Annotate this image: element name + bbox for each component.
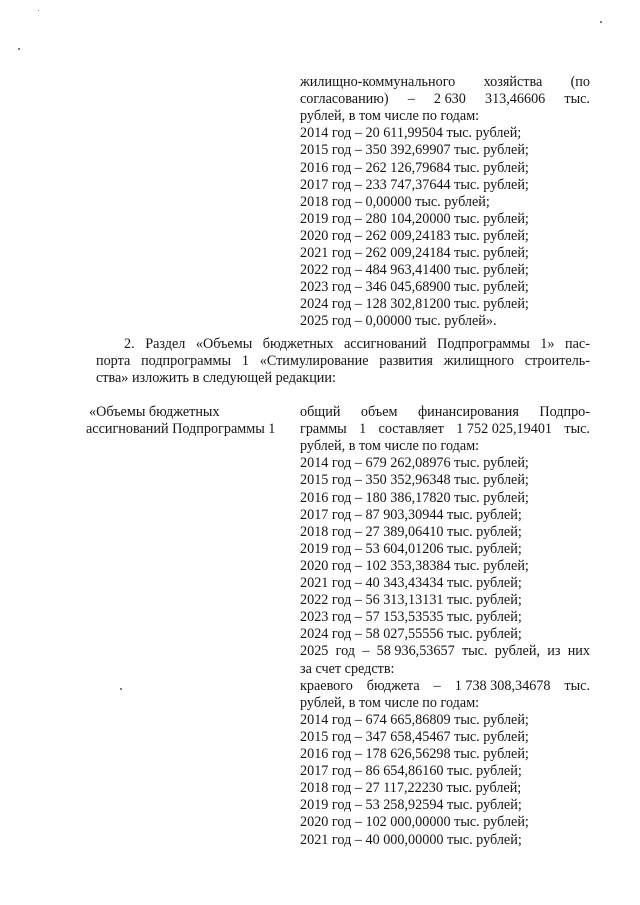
funding-intro-line xyxy=(300,91,590,108)
word: – xyxy=(433,677,441,694)
word: бюджетных xyxy=(262,336,334,352)
word: – xyxy=(407,91,415,108)
year-amount-line: 2021 год – 40 343,43434 тыс. рублей; xyxy=(300,575,522,591)
year-amount-line: 2016 год – 178 626,56298 тыс. рублей; xyxy=(300,746,529,762)
scan-speck xyxy=(38,10,39,11)
word: 313,46606 xyxy=(484,91,546,108)
word: 1 752 025,19401 xyxy=(456,421,553,438)
funding-intro-line: рублей, в том числе по годам: xyxy=(300,108,480,125)
table-left-label: «Объемы бюджетных xyxy=(89,404,220,420)
year-amount-line: 2014 год – 679 262,08976 тыс. рублей; xyxy=(300,455,529,472)
word: тыс. xyxy=(564,91,590,108)
regional-budget-line xyxy=(300,678,590,695)
word: 2025 xyxy=(300,643,329,660)
section-paragraph-line: ства» изложить в следующей редакции: xyxy=(96,370,336,387)
year-amount-line: 2020 год – 262 009,24183 тыс. рублей; xyxy=(300,227,529,244)
year-amount-line: 2014 год – 20 611,99504 тыс. рублей; xyxy=(300,125,522,142)
word: финансирования xyxy=(417,404,519,420)
word: Подпро- xyxy=(539,404,590,420)
word: хозяйства xyxy=(483,74,543,90)
word: общий xyxy=(300,404,341,420)
word: бюджета xyxy=(366,677,420,694)
year-amount-line: 2017 год – 87 903,30944 тыс. рублей; xyxy=(300,506,522,523)
word: 1 738 308,34678 xyxy=(454,677,551,694)
year-amount-line: 2023 год – 346 045,68900 тыс. рублей; xyxy=(300,279,529,296)
year-amount-line: 2022 год – 484 963,41400 тыс. рублей; xyxy=(300,262,529,279)
word: объем xyxy=(360,404,398,420)
year-amount-line: 2019 год – 53 604,01206 тыс. рублей; xyxy=(300,540,522,557)
word: Раздел xyxy=(145,336,186,352)
year-amount-line: 2024 год – 128 302,81200 тыс. рублей; xyxy=(300,296,529,313)
word: составляет xyxy=(378,421,444,438)
year-amount-line: 2024 год – 58 027,55556 тыс. рублей; xyxy=(300,626,522,643)
scan-speck xyxy=(600,21,602,23)
year-amount-line: 2015 год – 350 352,96348 тыс. рублей; xyxy=(300,472,529,489)
year-amount-line xyxy=(300,643,590,660)
word: жилищно-коммунального xyxy=(300,74,456,90)
word: ассигнований xyxy=(343,336,427,352)
word: (по xyxy=(570,74,590,90)
word: «Стимулирование xyxy=(259,353,369,370)
scan-speck xyxy=(120,688,122,690)
word: 58 936,53657 xyxy=(376,643,455,660)
year-amount-line: 2021 год – 262 009,24184 тыс. рублей; xyxy=(300,245,529,261)
year-amount-line: 2022 год – 56 313,13131 тыс. рублей; xyxy=(300,592,522,609)
word: 2. xyxy=(124,336,135,352)
year-amount-line: 2017 год – 233 747,37644 тыс. рублей; xyxy=(300,176,529,193)
word: Подпрограммы xyxy=(437,336,530,352)
year-amount-line: 2018 год – 0,00000 тыс. рублей; xyxy=(300,193,490,210)
year-amount-line: 2015 год – 350 392,69907 тыс. рублей; xyxy=(300,142,529,159)
word: тыс. xyxy=(564,677,590,694)
year-amount-line: 2018 год – 27 389,06410 тыс. рублей; xyxy=(300,523,522,540)
funding-intro-line xyxy=(300,74,590,91)
word: 2 630 xyxy=(433,91,466,108)
word: краевого xyxy=(300,677,353,694)
word: тыс. xyxy=(461,643,488,660)
word: согласованию) xyxy=(300,91,389,108)
year-amount-line: 2023 год – 57 153,53535 тыс. рублей; xyxy=(300,609,522,626)
word: пас- xyxy=(565,336,590,352)
year-amount-line: 2020 год – 102 353,38384 тыс. рублей; xyxy=(300,557,529,574)
table-intro-line xyxy=(300,404,590,421)
year-amount-line: 2021 год – 40 000,00000 тыс. рублей; xyxy=(300,831,522,848)
section-paragraph-line xyxy=(96,353,590,370)
year-amount-line: 2020 год – 102 000,00000 тыс. рублей; xyxy=(300,814,529,831)
year-amount-line: 2019 год – 280 104,20000 тыс. рублей; xyxy=(300,210,529,227)
section-paragraph-line xyxy=(124,336,590,353)
word: порта xyxy=(96,353,131,370)
word: 1 xyxy=(359,421,367,438)
sources-label: за счет средств: xyxy=(300,660,395,677)
year-amount-line: 2016 год – 180 386,17820 тыс. рублей; xyxy=(300,489,529,506)
year-amount-line: 2019 год – 53 258,92594 тыс. рублей; xyxy=(300,797,522,814)
word: год xyxy=(335,643,356,660)
year-amount-line: 2018 год – 27 117,22230 тыс. рублей; xyxy=(300,780,522,797)
word: тыс. xyxy=(564,421,590,438)
year-amount-line: 2017 год – 86 654,86160 тыс. рублей; xyxy=(300,763,522,780)
word: подпрограммы xyxy=(141,353,232,370)
year-amount-line: 2016 год – 262 126,79684 тыс. рублей; xyxy=(300,159,529,176)
word: – xyxy=(362,643,370,660)
word: жилищного xyxy=(443,353,514,370)
table-left-label: ассигнований Подпрограммы 1 xyxy=(86,421,276,438)
year-amount-line: 2015 год – 347 658,45467 тыс. рублей; xyxy=(300,728,529,745)
word: из xyxy=(547,643,561,660)
word: рублей, xyxy=(494,643,540,660)
word: них xyxy=(567,643,590,660)
word: строитель- xyxy=(524,353,590,370)
table-intro-line: рублей, в том числе по годам: xyxy=(300,438,480,455)
regional-budget-line: рублей, в том числе по годам: xyxy=(300,694,480,711)
table-intro-line xyxy=(300,421,590,438)
word: развития xyxy=(379,353,433,370)
word: 1» xyxy=(540,336,555,352)
word: 1 xyxy=(241,353,249,370)
year-amount-line: 2025 год – 0,00000 тыс. рублей». xyxy=(300,313,497,330)
word: «Объемы xyxy=(195,336,253,352)
year-amount-line: 2014 год – 674 665,86809 тыс. рублей; xyxy=(300,711,529,728)
word: граммы xyxy=(300,421,347,438)
scan-speck xyxy=(18,48,20,50)
